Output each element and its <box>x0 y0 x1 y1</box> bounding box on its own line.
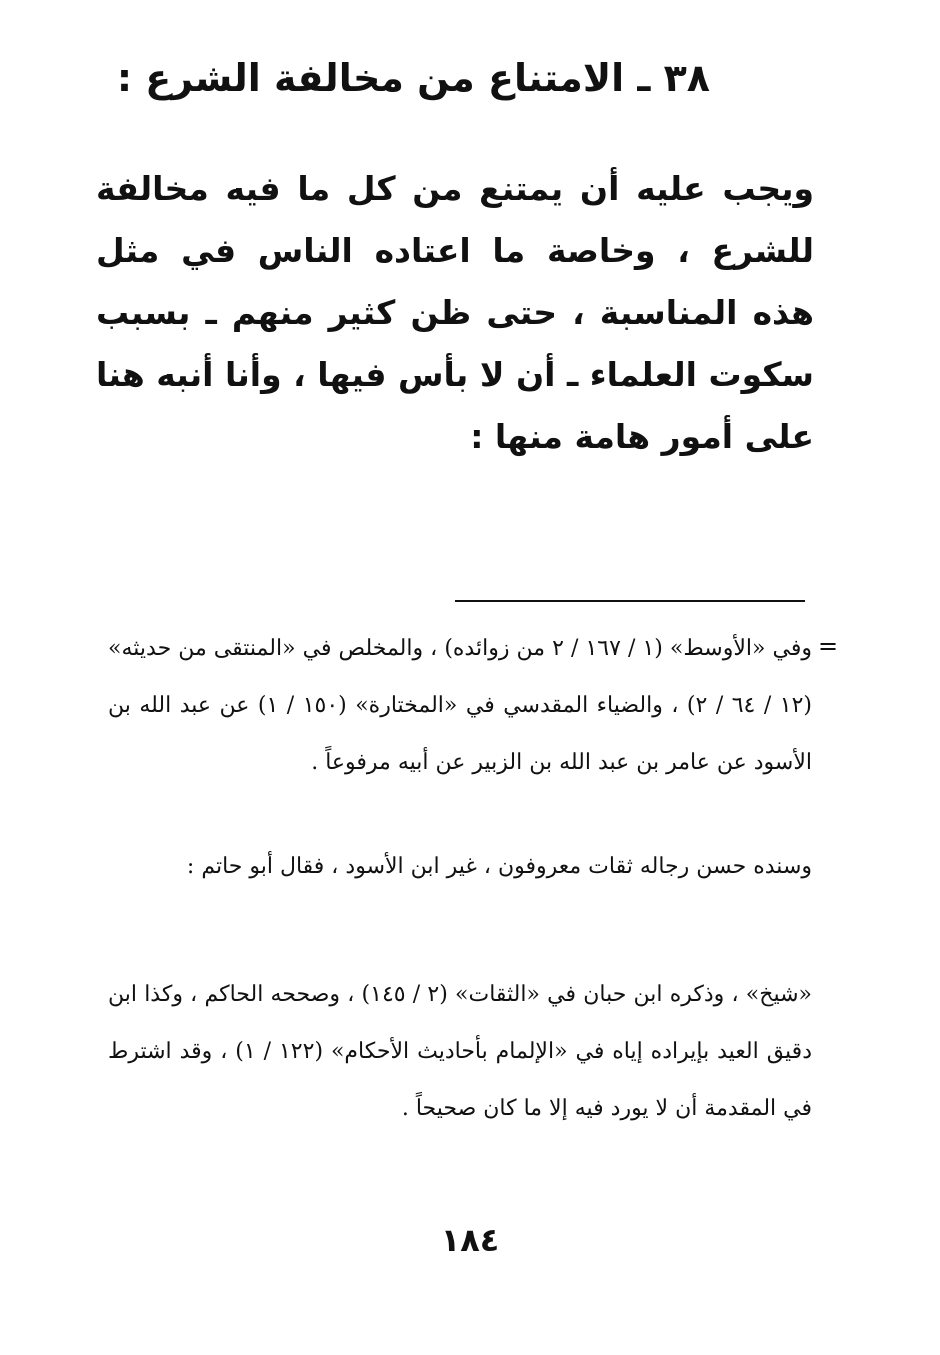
footnote-paragraph: وسنده حسن رجاله ثقات معروفون ، غير ابن الأسود ، فقال أبو حاتم : <box>186 854 812 879</box>
page-number: ١٨٤ <box>440 1221 500 1259</box>
body-paragraph-text: ويجب عليه أن يمتنع من كل ما فيه مخالفة للشرع ، وخاصة ما اعتاده الناس في مثل هذه المناسبة ، حتى ظن كثير منهم ـ بسبب سكوت العلماء ـ أن لا بأس فيها ، وأنا أنبه هنا على أمور هامة منها : <box>96 169 814 456</box>
footnote-continuation-marker: = <box>818 632 839 660</box>
footnote-paragraph: وفي «الأوسط» (١ / ١٦٧ / ٢ من زوائده) ، والمخلص في «المنتقى من حديثه» (١٢ / ٦٤ / ٢) ، والضياء المقدسي في «المختارة» (١٥٠ / ١) عن عبد الله بن الأسود عن عامر بن عبد الله بن الزبير عن أبيه مرفوعاً . <box>108 636 812 775</box>
footnote-separator <box>455 600 805 602</box>
body-paragraph <box>96 158 814 468</box>
footnote-paragraph: «شيخ» ، وذكره ابن حبان في «الثقات» (٢ / ١٤٥) ، وصححه الحاكم ، وكذا ابن دقيق العيد بإيراده إياه في «الإلمام بأحاديث الأحكام» (١٢٢ / ١) ، وقد اشترط في المقدمة أن لا يورد فيه إلا ما كان صحيحاً . <box>108 982 812 1121</box>
section-heading: ٣٨ ـ الامتناع من مخالفة الشرع : <box>116 56 710 100</box>
